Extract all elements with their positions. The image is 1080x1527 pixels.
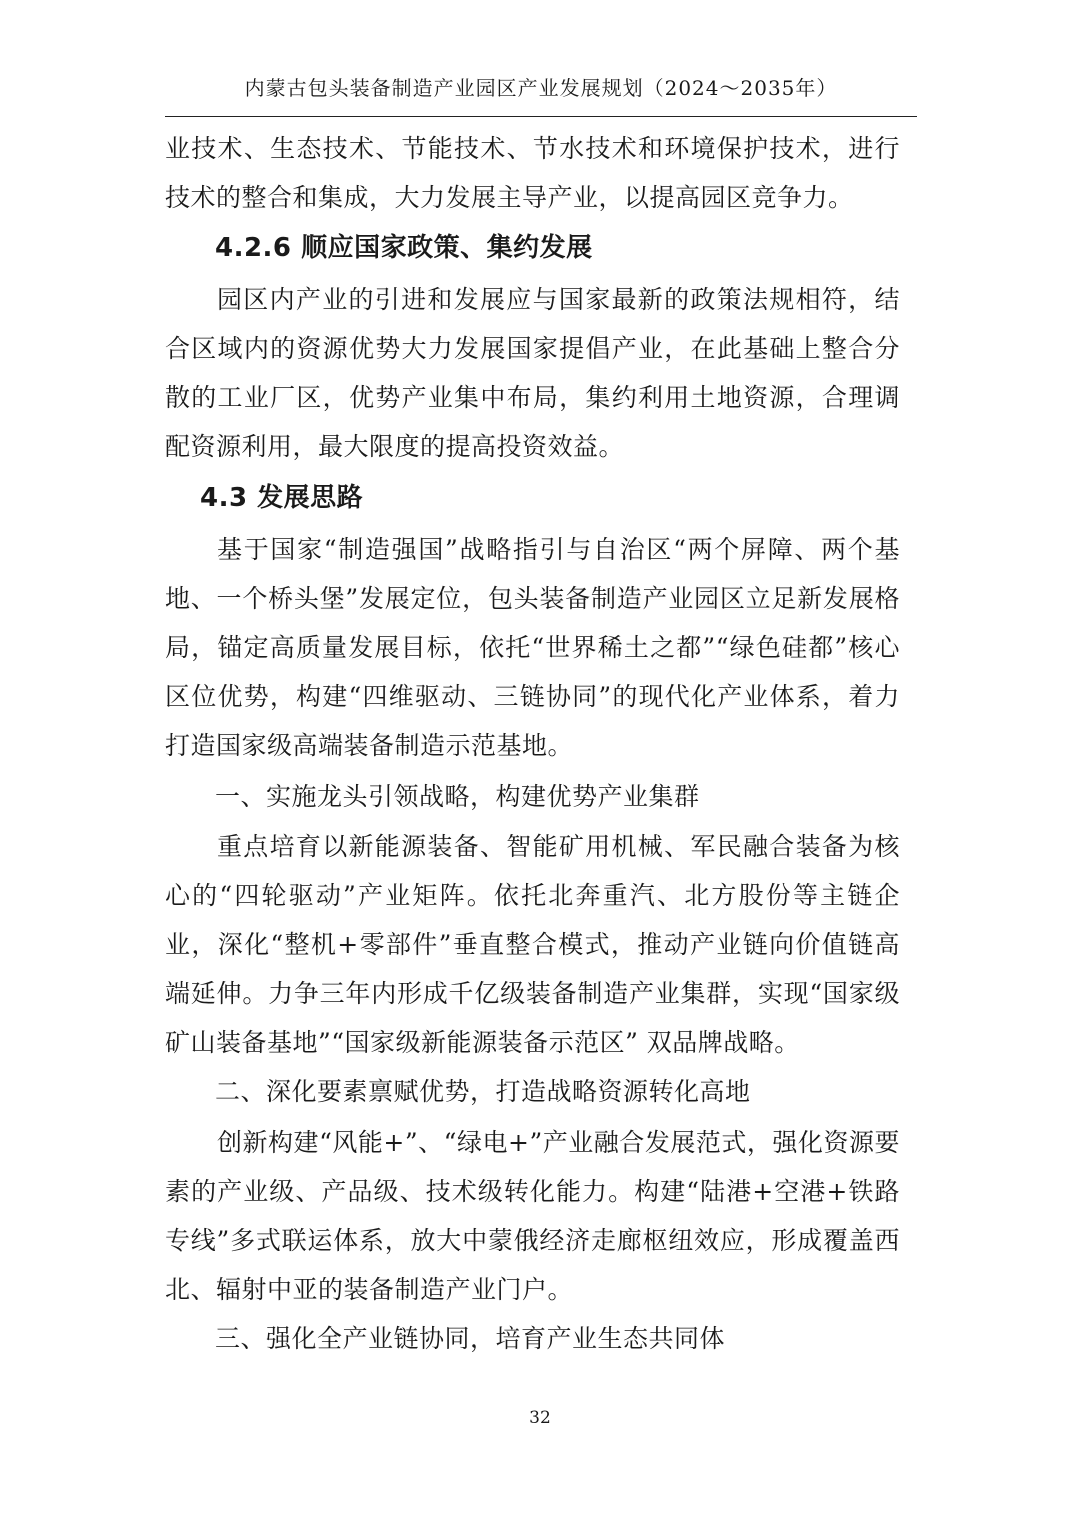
section-heading-4-2-6: 4.2.6 顺应国家政策、集约发展 [215,233,593,263]
header-divider [165,116,917,117]
section-heading-4-3: 4.3 发展思路 [200,483,364,513]
list-item-3-title: 三、强化全产业链协同，培育产业生态共同体 [215,1324,726,1353]
page-number: 32 [529,1408,551,1428]
list-item-1-title: 一、实施龙头引领战略，构建优势产业集群 [215,782,700,811]
page-header: 内蒙古包头装备制造产业园区产业发展规划（2024～2035年） [244,76,838,100]
list-item-2-title: 二、深化要素禀赋优势，打造战略资源转化高地 [215,1077,751,1106]
paragraph-continued: 业技术、生态技术、节能技术、节水技术和环境保护技术，进行技术的整合和集成，大力发展主导产业，以提高园区竞争力。 [165,134,900,212]
list-item-1-paragraph: 重点培育以新能源装备、智能矿用机械、军民融合装备为核心的“四轮驱动”产业矩阵。依托北奔重汽、北方股份等主链企业，深化“整机+零部件”垂直整合模式，推动产业链向价值链高端延伸。力争三年内形成千亿级装备制造产业集群，实现“国家级矿山装备基地”“国家级新能源装备示范区” 双品牌战略。 [165,832,900,1057]
list-item-2-paragraph: 创新构建“风能+”、“绿电+”产业融合发展范式，强化资源要素的产业级、产品级、技术级转化能力。构建“陆港+空港+铁路专线”多式联运体系，放大中蒙俄经济走廊枢纽效应，形成覆盖西北、辐射中亚的装备制造产业门户。 [165,1128,900,1304]
paragraph-4-2-6: 园区内产业的引进和发展应与国家最新的政策法规相符，结合区域内的资源优势大力发展国家提倡产业，在此基础上整合分散的工业厂区，优势产业集中布局，集约利用土地资源，合理调配资源利用，最大限度的提高投资效益。 [165,285,900,461]
paragraph-4-3: 基于国家“制造强国”战略指引与自治区“两个屏障、两个基地、一个桥头堡”发展定位，包头装备制造产业园区立足新发展格局，锚定高质量发展目标，依托“世界稀土之都”“绿色硅都”核心区位优势，构建“四维驱动、三链协同”的现代化产业体系，着力打造国家级高端装备制造示范基地。 [165,535,900,760]
